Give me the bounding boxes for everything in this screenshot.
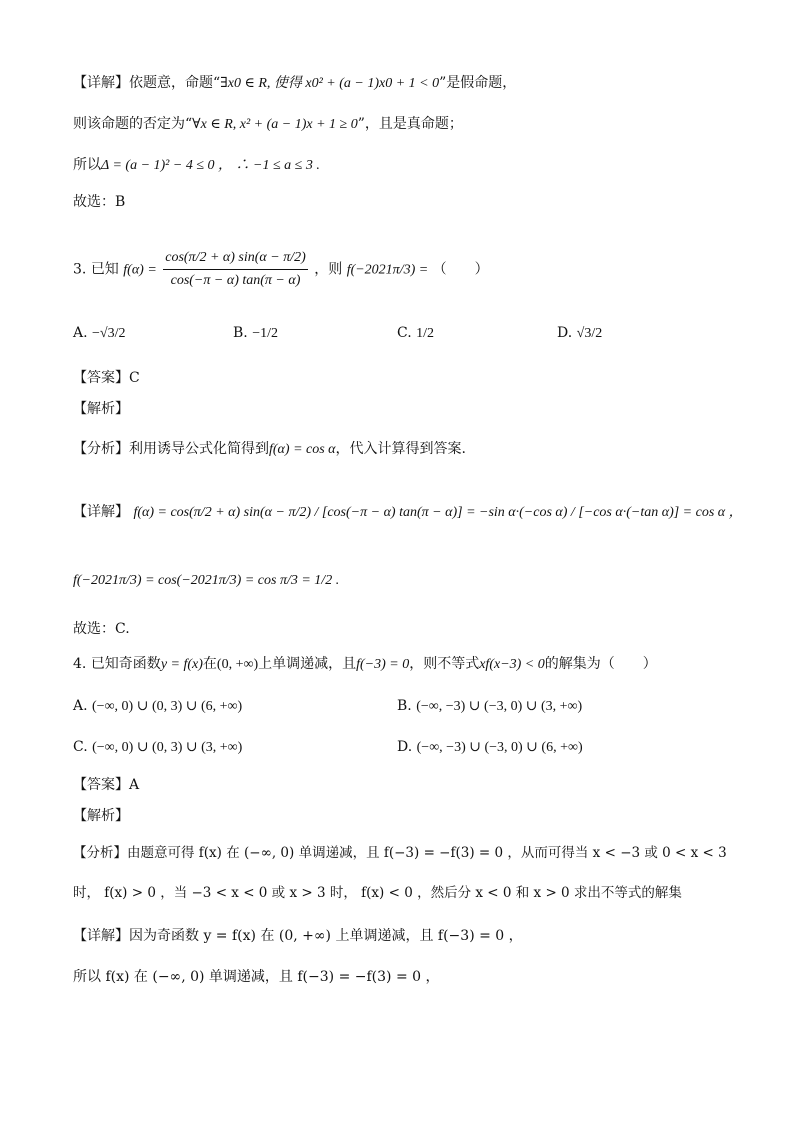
option-label: D. [557, 325, 573, 341]
option-label: C. [73, 739, 88, 755]
q2-proposition: ∃x0 ∈ R, 使得 x0² + (a − 1)x0 + 1 < 0 [220, 76, 440, 91]
q4-number: 4. [73, 656, 87, 672]
q3-detail-line-1 [73, 502, 743, 523]
q4-stem-text: 在 [202, 656, 217, 672]
q4-stem-text: 上单调递减，且 [258, 656, 357, 672]
q3-option-d [557, 323, 602, 344]
q3-answer: 【答案】C [73, 370, 140, 386]
q4-option-b [397, 696, 582, 717]
q3-stem-head: 已知 [90, 261, 119, 278]
option-value: −√3/2 [92, 326, 126, 341]
q2-detail-text: 【详解】依题意，命题“ [73, 75, 221, 91]
option-label: B. [397, 698, 412, 714]
option-value: (−∞, 0) ∪ (0, 3) ∪ (6, +∞) [92, 699, 243, 714]
q3-f-denominator: cos(−π − α) tan(π − α) [170, 273, 301, 288]
q2-detail-line-1 [73, 73, 516, 94]
q3-f-target: f(−2021π/3) = [346, 262, 429, 278]
option-label: A. [73, 698, 88, 714]
q2-detail-text: 则该命题的否定为“ [73, 116, 193, 132]
q2-detail-line-3 [73, 155, 320, 176]
option-label: A. [73, 325, 88, 341]
q3-stem-tail: （ ） [432, 261, 489, 278]
q3-stem-mid: ，则 [314, 261, 343, 278]
q4-option-c [73, 737, 242, 758]
q3-detail-evaluation: f(−2021π/3) = cos(−2021π/3) = cos π/3 = 1/2 . [73, 573, 340, 588]
q2-discriminant: Δ = (a − 1)² − 4 ≤ 0 ， ∴ −1 ≤ a ≤ 3 . [101, 158, 320, 173]
q4-detail-line-1: 【详解】因为奇函数 y = f(x) 在 (0, +∞) 上单调递减，且 f(−3) = 0 ， [73, 928, 523, 944]
q3-choice: 故选：C. [73, 621, 130, 637]
q4-analysis-title: 【解析】 [73, 808, 129, 824]
q3-option-b [233, 323, 278, 344]
q4-stem-text: 已知奇函数 [90, 656, 161, 672]
q3-f-definition [163, 248, 308, 291]
q3-analysis-text: ，代入计算得到答案. [335, 441, 466, 457]
option-value: 1/2 [416, 326, 435, 341]
q3-option-c [397, 323, 434, 344]
option-value: (−∞, −3) ∪ (−3, 0) ∪ (6, +∞) [416, 740, 583, 755]
q3-analysis-formula: f(α) = cos α [269, 442, 336, 457]
option-label: B. [233, 325, 248, 341]
q3-detail-label: 【详解】 [73, 504, 129, 520]
q2-choice: 故选：B [73, 194, 126, 210]
q4-inequality: xf(x−3) < 0 [479, 657, 545, 672]
q4-analysis-line-2: 时， f(x) > 0 ，当 −3 < x < 0 或 x > 3 时， f(x) < 0 ，然后分 x < 0 和 x > 0 求出不等式的解集 [73, 885, 682, 901]
q3-number: 3. [73, 261, 87, 278]
q3-stem [73, 248, 489, 291]
q3-detail-equation: f(α) = cos(π/2 + α) sin(α − π/2) / [cos(−π − α) tan(π − α)] = −sin α·(−cos α) / [−cos α·(−tan α)] = cos α ， [133, 505, 743, 520]
q4-function: y = f(x) [160, 657, 203, 672]
q4-detail-line-2: 所以 f(x) 在 (−∞, 0) 单调递减，且 f(−3) = −f(3) = 0 ， [73, 969, 440, 985]
q4-condition: f(−3) = 0 [356, 657, 410, 672]
option-value: √3/2 [576, 326, 603, 341]
q2-detail-text: ”，且是真命题； [357, 116, 463, 132]
q4-option-d [397, 737, 583, 758]
q4-interval: (0, +∞) [216, 657, 259, 672]
option-value: (−∞, −3) ∪ (−3, 0) ∪ (3, +∞) [416, 699, 583, 714]
q3-analysis-text: 【分析】利用诱导公式化简得到 [73, 441, 269, 457]
q2-detail-text: 所以 [73, 157, 101, 173]
q2-detail-text: ”是假命题， [439, 75, 517, 91]
q4-stem [73, 654, 657, 675]
q4-answer: 【答案】A [73, 777, 140, 793]
q3-analysis [73, 439, 466, 460]
q3-analysis-title: 【解析】 [73, 401, 129, 417]
option-label: C. [397, 325, 412, 341]
q4-analysis-line-1: 【分析】由题意可得 f(x) 在 (−∞, 0) 单调递减，且 f(−3) = −f(3) = 0 ，从而可得当 x < −3 或 0 < x < 3 [73, 845, 727, 861]
q3-f-lhs: f(α) = [123, 262, 157, 278]
option-value: −1/2 [252, 326, 278, 341]
q3-option-a [73, 323, 125, 344]
q2-negation: ∀x ∈ R, x² + (a − 1)x + 1 ≥ 0 [192, 117, 358, 132]
option-label: D. [397, 739, 413, 755]
q4-option-a [73, 696, 242, 717]
q3-f-numerator: cos(π/2 + α) sin(α − π/2) [163, 248, 308, 270]
q3-detail-line-2 [73, 570, 339, 591]
q2-detail-line-2 [73, 114, 463, 135]
option-value: (−∞, 0) ∪ (0, 3) ∪ (3, +∞) [92, 740, 243, 755]
q4-stem-text: 的解集为（ ） [544, 656, 657, 672]
q4-stem-text: ，则不等式 [409, 656, 480, 672]
